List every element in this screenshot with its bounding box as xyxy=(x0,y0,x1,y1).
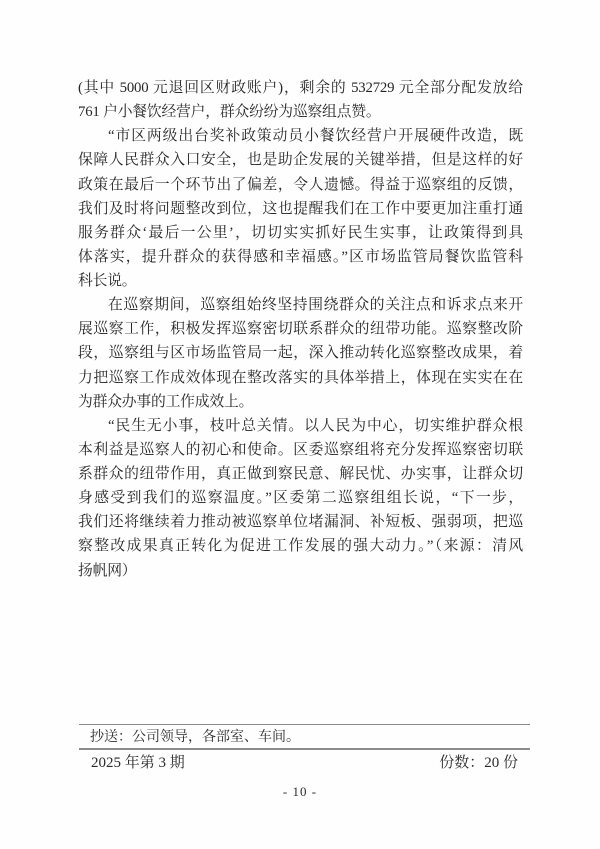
body-line: 我们及时将问题整改到位，这也提醒我们在工作中要更加注重打通 xyxy=(78,200,523,217)
footer-divider-rule xyxy=(79,748,530,750)
body-line: 察整改成果真正转化为促进工作发展的强大动力。”（来源：清风 xyxy=(78,538,523,555)
footer-issue-row xyxy=(91,754,518,772)
body-line: 展巡察工作，积极发挥巡察密切联系群众的纽带功能。巡察整改阶 xyxy=(78,321,523,338)
body-line: 段，巡察组与区市场监管局一起，深入推动转化巡察整改成果，着 xyxy=(78,345,523,362)
footer-top-rule xyxy=(79,724,530,725)
body-line: 本利益是巡察人的初心和使命。区委巡察组将充分发挥巡察密切联 xyxy=(78,441,523,458)
body-line: 在巡察期间，巡察组始终坚持围绕群众的关注点和诉求点来开 xyxy=(108,297,523,314)
body-line: 761 户小餐饮经营户，群众纷纷为巡察组点赞。 xyxy=(78,104,381,121)
body-line: 服务群众‘最后一公里’，切切实实抓好民生实事，让政策得到具 xyxy=(78,224,523,241)
body-line: (其中 5000 元退回区财政账户)，剩余的 532729 元全部分配发放给 xyxy=(78,80,523,96)
body-line: “民生无小事，枝叶总关情。以人民为中心，切实维护群众根 xyxy=(108,417,523,434)
body-line: 政策在最后一个环节出了偏差，令人遗憾。得益于巡察组的反馈， xyxy=(78,176,523,193)
body-line: 力把巡察工作成效体现在整改落实的具体举措上，体现在实实在在 xyxy=(78,369,523,386)
footer-issue-label: 2025 年第 3 期 xyxy=(91,755,185,771)
body-line: 身感受到我们的巡察温度。”区委第二巡察组组长说，“下一步， xyxy=(78,490,523,507)
body-line: “市区两级出台奖补政策动员小餐饮经营户开展硬件改造，既 xyxy=(108,128,523,145)
footer-cc-line: 抄送：公司领导，各部室、车间。 xyxy=(90,730,300,745)
body-text xyxy=(78,76,523,583)
page-number: - 10 - xyxy=(282,784,318,799)
body-line: 科长说。 xyxy=(78,273,137,289)
footer-copies-label: 份数：20 份 xyxy=(439,755,518,771)
body-line: 我们还将继续着力推动被巡察单位堵漏洞、补短板、强弱项，把巡 xyxy=(78,514,523,531)
body-line: 为群众办事的工作成效上。 xyxy=(78,393,254,410)
body-line: 扬帆网） xyxy=(78,562,137,579)
body-line: 系群众的纽带作用，真正做到察民意、解民忧、办实事，让群众切 xyxy=(78,466,523,482)
body-line: 保障人民群众入口安全，也是助企发展的关键举措，但是这样的好 xyxy=(78,152,523,169)
body-line: 体落实，提升群众的获得感和幸福感。”区市场监管局餐饮监管科 xyxy=(78,248,523,265)
